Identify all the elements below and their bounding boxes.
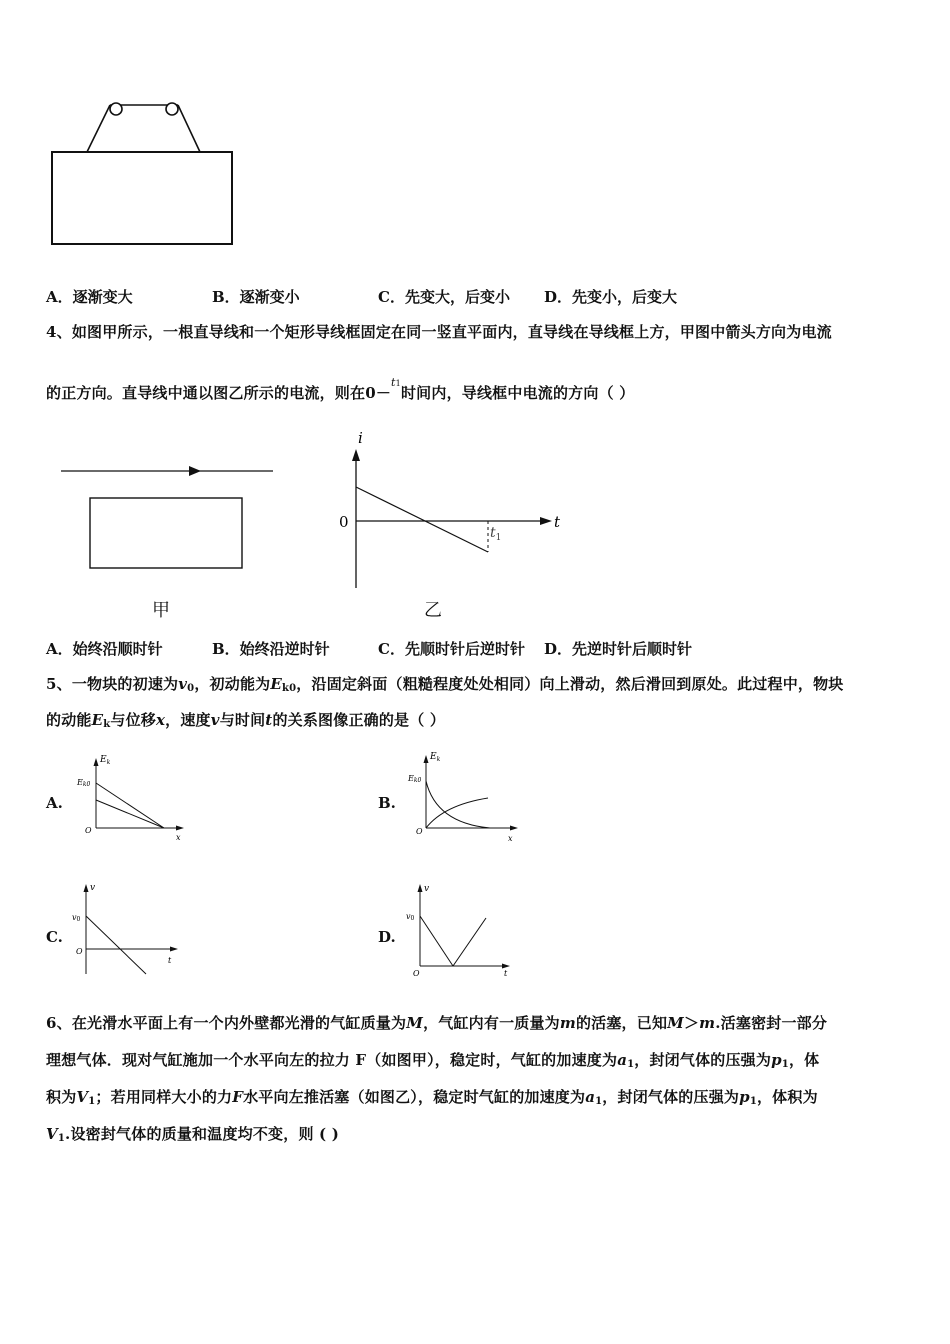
a-y-sub: k (106, 759, 111, 766)
b-y0-sub: k0 (413, 777, 422, 784)
a-origin: O (85, 826, 92, 835)
q6-V1-line4-sub: 1 (57, 1133, 66, 1144)
q5-t: t (265, 711, 273, 729)
d-y-axis: v (424, 884, 430, 894)
q4-option-b: B．始终沿逆时针 (212, 640, 330, 658)
frame-rectangle (52, 152, 232, 244)
q4-line2-text-b: 时间内，导线框中电流的方向（ ） (400, 384, 635, 402)
q6-a1-sub: 1 (627, 1059, 635, 1070)
q5-v: v (210, 711, 220, 729)
q6-M1: M (406, 1014, 424, 1032)
c-y0-sub: 0 (76, 916, 81, 923)
c-x-axis: t (168, 956, 172, 965)
q6-a1b: a (585, 1088, 596, 1106)
t1-subscript: 1 (495, 533, 502, 543)
q6-text-m: .设密封气体的质量和温度均不变，则 ( ) (65, 1125, 340, 1143)
q6-text-l: ，体积为 (756, 1088, 818, 1106)
a-y0: E (77, 778, 83, 787)
q5-text-h: 的关系图像正确的是（ ） (272, 711, 446, 729)
q5-graph-b-label: B. (378, 794, 396, 812)
q5-graph-d-label: D. (378, 928, 396, 946)
a-x-axis: x (176, 833, 181, 842)
q6-text-f: ，封闭气体的压强为 (634, 1051, 772, 1069)
q6-line4 (46, 1123, 339, 1144)
q6-V1-line4: V (46, 1125, 58, 1143)
a-y0-sub: k0 (82, 781, 91, 788)
d-y0: v (406, 912, 411, 921)
q6-p1-sub: 1 (781, 1059, 789, 1070)
q6-line1 (46, 1012, 827, 1033)
right-pulley (166, 103, 178, 115)
t1-letter: t (490, 525, 496, 541)
q6-p1b-sub: 1 (749, 1096, 757, 1107)
q6-a1b-sub: 1 (595, 1096, 603, 1107)
b-y-sub: k (436, 756, 441, 763)
svg-text:Ek0 (407, 774, 421, 784)
ek-curve-upper (96, 783, 164, 828)
q6-F: F (232, 1088, 244, 1106)
left-rope (87, 105, 110, 152)
svg-text:Ek0 (76, 778, 90, 788)
d-origin: O (413, 969, 420, 978)
origin-label: 0 (339, 513, 349, 531)
q6-m2: m (699, 1014, 716, 1032)
q6-text-e: 理想气体．现对气缸施加一个水平向左的拉力 F（如图甲），稳定时，气缸的加速度为 (46, 1051, 618, 1069)
q4-option-d: D．先逆时针后顺时针 (544, 640, 693, 658)
q6-text-c: 的活塞，已知 (575, 1014, 668, 1032)
q5-ek: E (91, 711, 104, 729)
t1-label (490, 525, 501, 543)
q6-M2: M (667, 1014, 684, 1032)
i-axis-arrow-icon (352, 449, 360, 461)
q6-V1-sub: 1 (88, 1096, 96, 1107)
q4-option-c: C．先顺时针后逆时针 (378, 640, 525, 658)
i-axis-label: i (358, 429, 363, 447)
q5-x: x (156, 711, 166, 729)
current-line (356, 487, 488, 552)
q6-a1: a (617, 1051, 628, 1069)
q6-line2 (46, 1049, 819, 1070)
d-y0-sub: 0 (410, 915, 415, 922)
q5-v0-sub: 0 (187, 683, 195, 694)
q5-ek0: E (270, 675, 282, 693)
q5-text-a: 5、一物块的初速为 (46, 675, 179, 693)
q6-text-k: ，封闭气体的压强为 (602, 1088, 740, 1106)
q5-line2 (46, 709, 445, 730)
q5-text-g: 与时间 (219, 711, 266, 729)
q5-graph-c-label: C. (46, 928, 63, 946)
t-axis-label: t (554, 513, 561, 531)
b-origin: O (416, 827, 423, 836)
ek-decreasing-curve (426, 781, 490, 828)
q5-text-e: 与位移 (110, 711, 156, 729)
ek-curve-lower (96, 800, 164, 828)
right-rope (178, 105, 200, 152)
v-up-line (453, 918, 486, 966)
q5-line1 (46, 673, 844, 694)
q3-option-d: D．先变小，后变大 (544, 288, 678, 306)
q5-text-c: ，沿固定斜面（粗糙程度处处相同）向上滑动，然后滑回到原处。此过程中，物块 (296, 675, 844, 693)
q6-text-d: .活塞密封一部分 (715, 1014, 828, 1032)
q4-t1-letter: t (391, 376, 396, 389)
q4-figure-jia (55, 455, 280, 585)
q5-text-d: 的动能 (46, 711, 92, 729)
svg-text:Ek (99, 755, 111, 766)
t-axis-arrow-icon (540, 517, 552, 525)
q6-text-a: 6、在光滑水平面上有一个内外壁都光滑的气缸质量为 (46, 1014, 407, 1032)
q6-text-i: ；若用同样大小的力 (95, 1088, 233, 1106)
q4-line1: 4、如图甲所示，一根直导线和一个矩形导线框固定在同一竖直平面内，直导线在导线框上方，甲图中箭头方向为电流 (46, 323, 832, 341)
d-x-axis: t (504, 969, 508, 978)
fig-yi-label: 乙 (424, 600, 442, 621)
a-y-axis: E (100, 755, 107, 765)
b-y0: E (408, 774, 414, 783)
q6-m1: m (559, 1014, 576, 1032)
current-arrow-icon (189, 466, 201, 476)
q6-line3 (46, 1086, 818, 1107)
c-y0: v (72, 913, 77, 922)
c-y-axis: v (90, 883, 96, 893)
q4-range: 0－ (365, 384, 392, 402)
q6-text-j: 水平向左推活塞（如图乙），稳定时气缸的加速度为 (243, 1088, 586, 1106)
q5-graph-c (70, 878, 185, 978)
q5-v0: v (178, 675, 188, 693)
fig-jia-label: 甲 (152, 600, 170, 621)
q3-option-b: B．逐渐变小 (212, 288, 300, 306)
b-x-axis: x (508, 834, 513, 843)
q5-graph-b (402, 745, 527, 845)
c-origin: O (76, 947, 83, 956)
svg-text:v0 (72, 913, 81, 923)
q6-p1b: p (739, 1088, 750, 1106)
q4-figure-yi (330, 425, 570, 595)
q6-text-b: ，气缸内有一质量为 (423, 1014, 560, 1032)
q4-line2-text-a: 的正方向。直导线中通以图乙所示的电流，则在 (46, 384, 366, 402)
left-pulley (110, 103, 122, 115)
q6-text-g: ，体 (788, 1051, 820, 1069)
svg-text:v0 (406, 912, 415, 922)
q5-graph-a (72, 750, 192, 845)
wire-loop-rectangle (90, 498, 242, 568)
q4-t1 (391, 376, 401, 389)
svg-text:Ek (429, 752, 441, 763)
q3-frame-figure (40, 95, 245, 255)
q3-option-c: C．先变大，后变小 (378, 288, 510, 306)
q5-text-f: ，速度 (165, 711, 211, 729)
q6-p1: p (771, 1051, 782, 1069)
q4-t1-sub: 1 (395, 379, 401, 388)
q5-graph-a-label: A. (46, 794, 63, 812)
v-line (86, 916, 146, 974)
q3-option-a: A．逐渐变大 (46, 288, 133, 306)
q4-line2 (46, 376, 635, 403)
q6-gt: ＞ (683, 1014, 700, 1032)
q5-text-b: ，初动能为 (194, 675, 271, 693)
v-down-line (420, 916, 453, 966)
q6-text-h: 积为 (46, 1088, 77, 1106)
b-y-axis: E (430, 752, 437, 762)
q4-option-a: A．始终沿顺时针 (46, 640, 163, 658)
q5-ek0-sub: k0 (282, 683, 297, 694)
q5-ek-sub: k (103, 719, 111, 730)
q6-V1: V (76, 1088, 89, 1106)
q5-graph-d (404, 878, 519, 978)
